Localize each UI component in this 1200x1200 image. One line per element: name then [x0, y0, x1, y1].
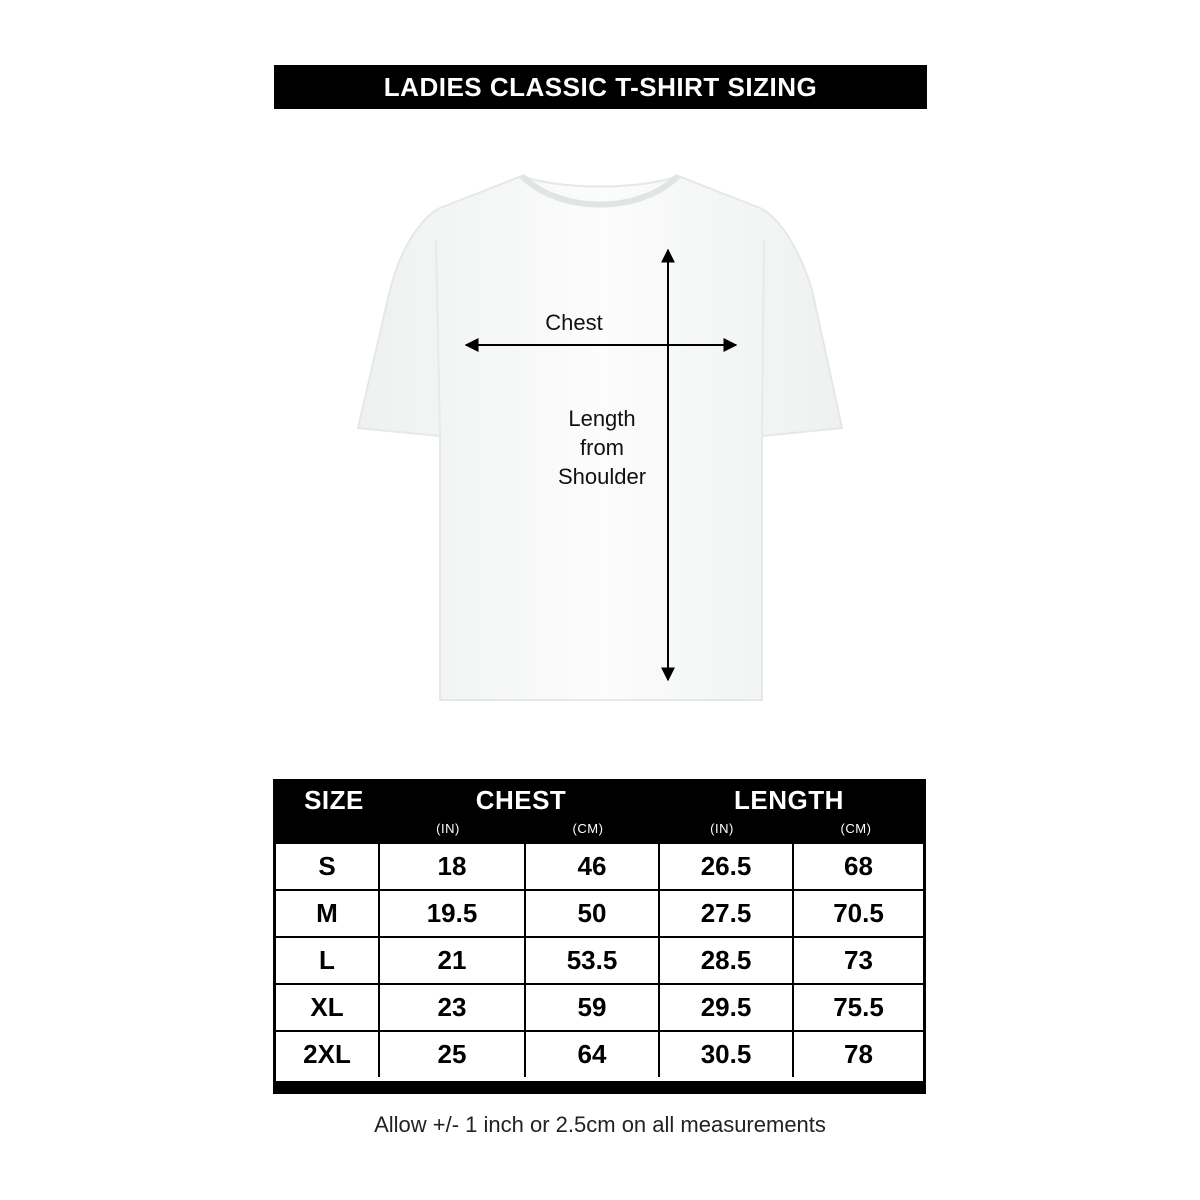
table-row [276, 936, 923, 983]
cell-chest-cm: 53.5 [524, 938, 658, 983]
cell-chest-cm: 59 [524, 985, 658, 1030]
unit-chest-cm: (CM) [572, 821, 604, 836]
cell-size: L [319, 945, 335, 975]
cell-length-cm: 75.5 [792, 985, 923, 1030]
cell-chest-in: 25 [378, 1032, 524, 1077]
table-header [273, 779, 926, 842]
table-row [276, 842, 923, 889]
cell-chest-in: 18 [378, 844, 524, 889]
cell-length-in: 26.5 [658, 844, 792, 889]
cell-length-cm: 73 [792, 938, 923, 983]
cell-size: XL [310, 992, 344, 1022]
length-label-line-1: Length [568, 406, 636, 431]
cell-length-in: 28.5 [658, 938, 792, 983]
table-row [276, 889, 923, 936]
table-row [276, 1030, 923, 1077]
measurement-footnote: Allow +/- 1 inch or 2.5cm on all measurements [374, 1112, 826, 1137]
size-table [273, 779, 926, 1095]
length-label-line-2: from [580, 435, 624, 460]
cell-chest-cm: 46 [524, 844, 658, 889]
length-label-line-3: Shoulder [557, 464, 647, 489]
header-length: LENGTH [734, 785, 844, 815]
cell-length-cm: 78 [792, 1032, 923, 1077]
chest-label: Chest [545, 310, 603, 335]
page-title: LADIES CLASSIC T-SHIRT SIZING [274, 65, 927, 109]
table-bottom-bar [273, 1081, 926, 1094]
unit-chest-in: (IN) [436, 821, 460, 836]
cell-chest-in: 21 [378, 938, 524, 983]
cell-size: M [316, 898, 338, 928]
header-size: SIZE [304, 785, 364, 815]
table-body [273, 842, 926, 1086]
cell-length-in: 30.5 [658, 1032, 792, 1077]
unit-length-cm: (CM) [840, 821, 872, 836]
cell-size: 2XL [303, 1039, 351, 1069]
table-row [276, 983, 923, 1030]
cell-chest-cm: 64 [524, 1032, 658, 1077]
cell-chest-in: 19.5 [378, 891, 524, 936]
cell-chest-in: 23 [378, 985, 524, 1030]
cell-length-in: 29.5 [658, 985, 792, 1030]
cell-length-cm: 68 [792, 844, 923, 889]
unit-length-in: (IN) [710, 821, 734, 836]
cell-length-in: 27.5 [658, 891, 792, 936]
cell-chest-cm: 50 [524, 891, 658, 936]
header-chest: CHEST [475, 785, 567, 815]
cell-size: S [318, 851, 336, 881]
cell-length-cm: 70.5 [792, 891, 923, 936]
